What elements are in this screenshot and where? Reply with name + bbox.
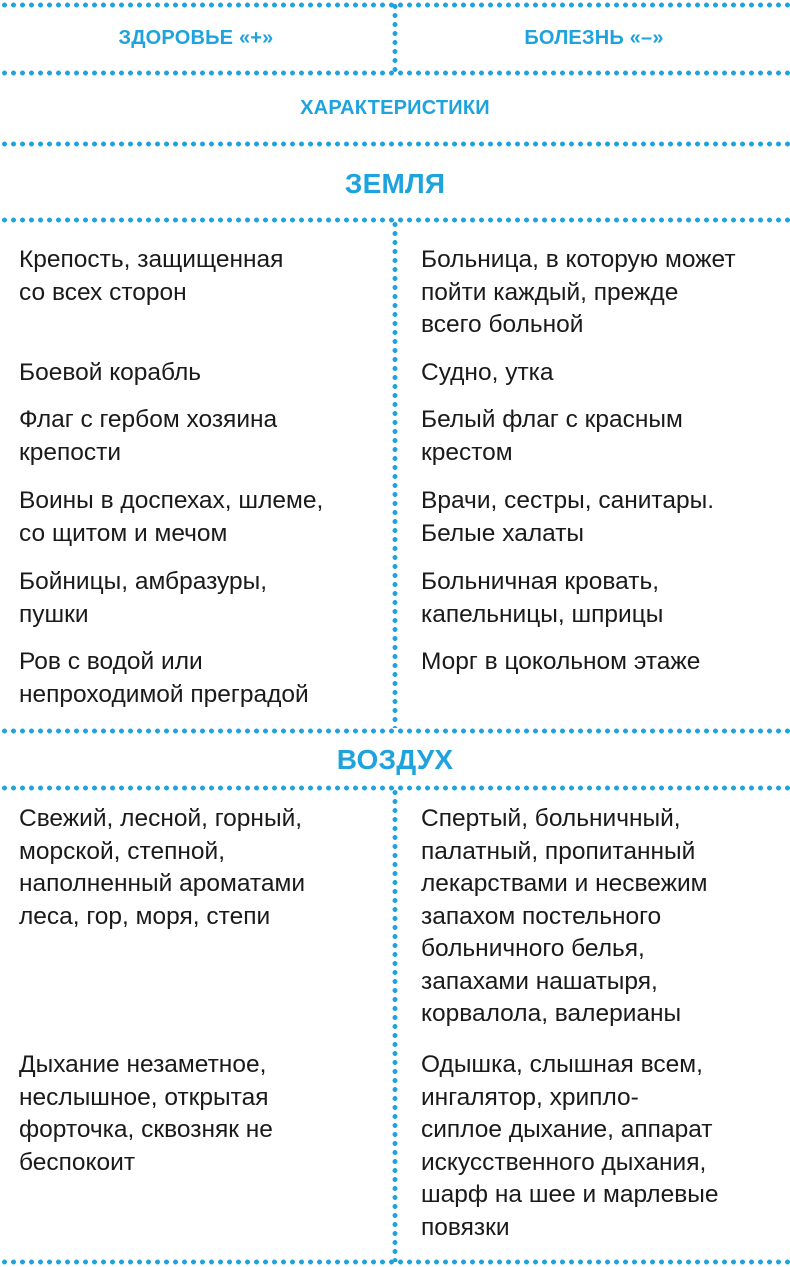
section-title-earth: ЗЕМЛЯ [344, 168, 446, 199]
earth-health-cell: Воины в доспехах, шлеме, со щитом и мечом [19, 487, 324, 547]
earth-health-cell: Боевой корабль [19, 359, 202, 386]
air-health-cell: Дыхание незаметное, неслышное, открытая форточка, сквозняк не беспокоит [19, 1051, 273, 1176]
earth-illness-cell: Судно, утка [421, 359, 554, 386]
column-divider [392, 788, 398, 1262]
earth-health-cell: Бойницы, амбразуры, пушки [19, 568, 268, 628]
earth-health-cell: Флаг с гербом хозяина крепости [19, 406, 278, 466]
earth-illness-cell: Белый флаг с красным крестом [421, 406, 683, 466]
air-illness-cell: Спертый, больничный, палатный, пропитанный лекарствами и несвежим запахом постельного больничного белья, запахами нашатыря, корвалола, валерианы [421, 805, 708, 1027]
divider [0, 70, 790, 76]
earth-health-cell: Ров с водой или непроходимой преградой [19, 648, 309, 708]
characteristics-header: ХАРАКТЕРИСТИКИ [300, 97, 490, 119]
column-header-health: ЗДОРОВЬЕ «+» [118, 27, 274, 49]
divider [0, 728, 790, 734]
earth-illness-cell: Больница, в которую может пойти каждый, прежде всего больной [421, 246, 736, 338]
section-title-air: ВОЗДУХ [336, 744, 454, 775]
divider [0, 141, 790, 147]
divider [0, 1259, 790, 1265]
air-illness-cell: Одышка, слышная всем, ингалятор, хрипло- сиплое дыхание, аппарат искусственного дыхания, шарф на шее и марлевые повязки [421, 1051, 719, 1241]
column-header-illness: БОЛЕЗНЬ «–» [524, 27, 664, 49]
air-health-cell: Свежий, лесной, горный, морской, степной, наполненный ароматами леса, гор, моря, степи [19, 805, 306, 930]
earth-health-cell: Крепость, защищенная со всех сторон [19, 246, 284, 306]
column-divider [392, 220, 398, 728]
earth-illness-cell: Больничная кровать, капельницы, шприцы [421, 568, 664, 628]
earth-illness-cell: Врачи, сестры, санитары. Белые халаты [421, 487, 715, 547]
earth-illness-cell: Морг в цокольном этаже [421, 648, 701, 675]
